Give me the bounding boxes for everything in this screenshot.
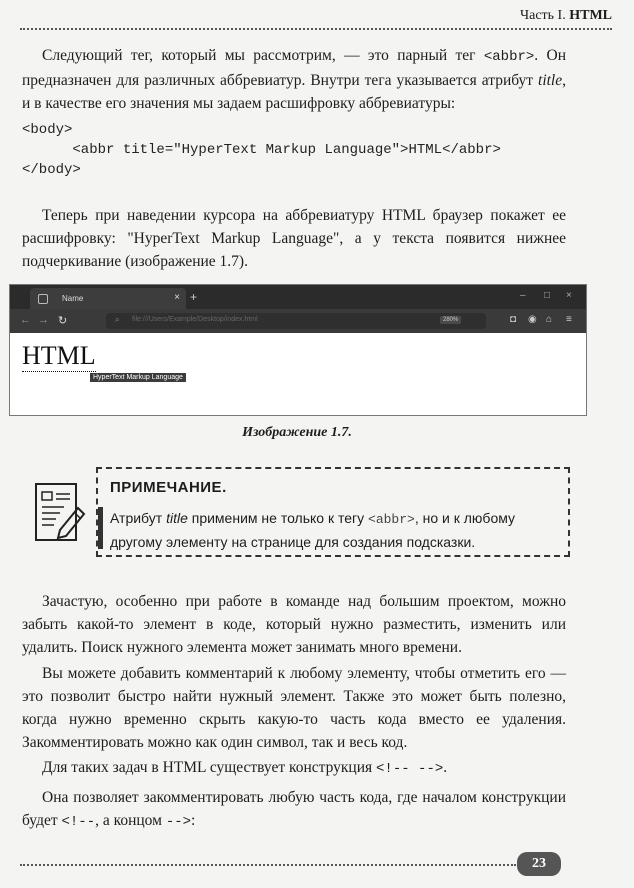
account-icon[interactable]: ◉	[528, 314, 537, 325]
search-icon: ⌕	[115, 315, 120, 324]
note-title: ПРИМЕЧАНИЕ.	[110, 479, 227, 496]
inline-code-comment: <!-- -->	[376, 761, 444, 777]
abbr-demo-text[interactable]: HTML	[22, 341, 96, 370]
tab-icon	[38, 294, 48, 304]
paragraph-comment-construct: Для таких задач в HTML существует конструкция <!-- -->.	[42, 759, 448, 777]
tab-close-icon[interactable]: ×	[174, 292, 180, 303]
reload-icon[interactable]: ↻	[58, 315, 68, 327]
abbr-tooltip: HyperText Markup Language	[90, 373, 186, 382]
note-attr-title: title	[166, 510, 188, 526]
address-bar[interactable]	[106, 313, 486, 329]
header-title: HTML	[569, 8, 612, 23]
paragraph-hover-explanation: Теперь при наведении курсора на аббревиатуру HTML браузер покажет ее расшифровку: "HyperText Markup Language", а у текста появится нижнее подчеркивание (изображение 1.7).	[22, 207, 566, 270]
browser-nav-bar	[10, 309, 586, 333]
header-part: Часть I.	[520, 8, 570, 23]
minimize-icon[interactable]: –	[520, 290, 526, 301]
browser-content	[10, 333, 586, 413]
browser-screenshot	[9, 284, 587, 416]
paragraph-comment-purpose: Вы можете добавить комментарий к любому элементу, чтобы отметить его — это позволит быстро найти нужный элемент. Также это может быть полезно, когда нужно временно скрыть какую-то часть кода вместо ее удаления. Закомментировать можно как один символ, так и весь код.	[22, 665, 566, 751]
shield-icon[interactable]: ◘	[510, 314, 517, 325]
maximize-icon[interactable]: □	[544, 290, 551, 301]
window-close-icon[interactable]: ×	[566, 290, 572, 301]
zoom-indicator[interactable]: 280%	[440, 316, 461, 324]
header-rule	[20, 28, 612, 30]
page-number: 23	[517, 852, 561, 876]
running-header	[20, 8, 612, 24]
note-accent-bar	[98, 507, 103, 549]
back-icon[interactable]: ←	[20, 314, 31, 326]
extension-icon[interactable]: ⌂	[546, 314, 553, 325]
note-document-icon	[34, 482, 86, 544]
paragraph-abbr-intro: Следующий тег, который мы рассмотрим, — это парный тег <abbr>. Он предназначен для различных аббревиатур. Внутри тега указывается атрибут title, и в качестве его значения мы задаем расшифровку аббревиатуры:	[22, 47, 566, 112]
code-line-2: <abbr title="HyperText Markup Language">HTML</abbr>	[22, 142, 501, 158]
note-text: Атрибут title применим не только к тегу <abbr>, но и к любому другому элементу на странице для создания подсказки.	[110, 510, 516, 550]
figure-caption: Изображение 1.7.	[242, 425, 352, 440]
attr-title: title	[538, 72, 563, 89]
paragraph-comment-motivation: Зачастую, особенно при работе в команде над большим проектом, можно забыть какой-то элемент в коде, который нужно разместить, изменить или удалить. Поиск нужного элемента может занимать много времени.	[22, 593, 566, 656]
browser-tab[interactable]	[30, 288, 186, 309]
browser-tab-bar	[10, 285, 586, 309]
code-line-3: </body>	[22, 162, 81, 178]
code-line-1: <body>	[22, 122, 73, 138]
note-box	[96, 467, 570, 557]
footer-rule	[20, 864, 516, 866]
address-text: file:///Users/Example/Desktop/index.html	[132, 316, 258, 323]
paragraph-comment-syntax: Она позволяет закомментировать любую часть кода, где началом конструкции будет <!--, а концом -->:	[22, 789, 566, 830]
inline-code-comment-start: <!--	[61, 814, 96, 830]
inline-code-abbr: <abbr>	[483, 49, 535, 65]
forward-icon[interactable]: →	[38, 314, 49, 326]
code-block	[22, 120, 501, 180]
inline-code-comment-end: -->	[165, 814, 192, 830]
tab-title: Name	[62, 294, 84, 303]
note-inline-code: <abbr>	[368, 512, 415, 527]
menu-icon[interactable]: ≡	[566, 314, 572, 325]
new-tab-icon[interactable]: +	[190, 290, 198, 304]
